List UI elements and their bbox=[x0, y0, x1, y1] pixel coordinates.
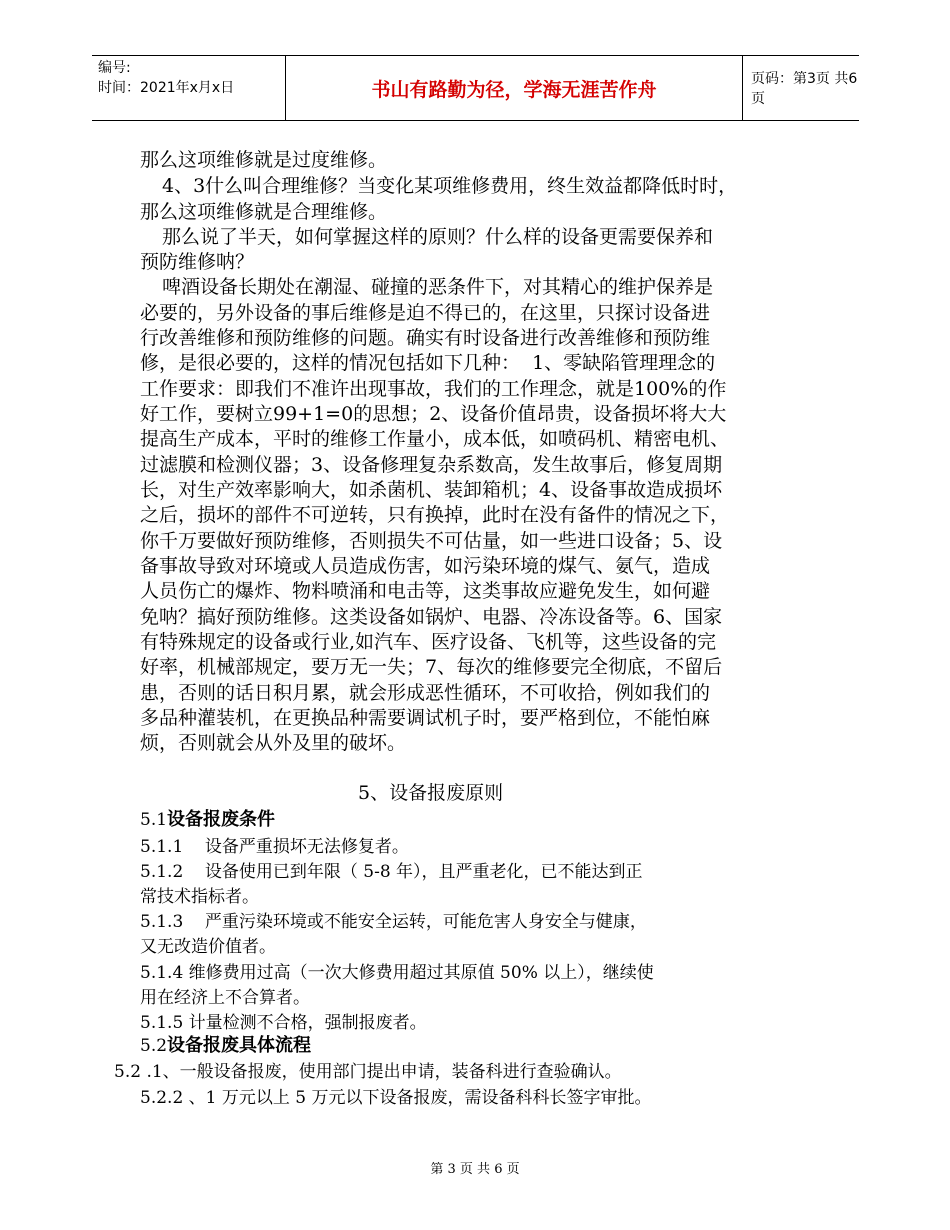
list-item: 5.1.1 设备严重损坏无法修复者。 bbox=[140, 837, 409, 857]
page-header bbox=[92, 55, 859, 121]
subsection-number: 5.2 bbox=[140, 1036, 168, 1056]
paragraph-line: 4、3什么叫合理维修？当变化某项维修费用，终生效益都降低时时， bbox=[162, 175, 738, 197]
subsection-number: 5.1 bbox=[140, 810, 168, 830]
procedure-item: 5.2 .1、一般设备报废，使用部门提出申请，装备科进行查验确认。 bbox=[114, 1062, 622, 1082]
paragraph-line: 过滤膜和检测仪器；3、设备修理复杂系数高，发生故事后，修复周期 bbox=[140, 454, 723, 476]
paragraph-line: 长，对生产效率影响大，如杀菌机、装卸箱机；4、设备事故造成损坏 bbox=[140, 479, 723, 501]
list-item: 又无改造价值者。 bbox=[140, 937, 276, 957]
list-item: 5.1.4 维修费用过高（一次大修费用超过其原值 50% 以上），继续使 bbox=[140, 963, 654, 983]
paragraph-line: 免呐？搞好预防维修。这类设备如锅炉、电器、冷冻设备等。6、国家 bbox=[140, 606, 723, 628]
paragraph-line: 那么这项维修就是合理维修。 bbox=[140, 201, 388, 223]
subsection-title: 设备报废条件 bbox=[167, 809, 276, 830]
list-item: 5.1.5 计量检测不合格，强制报废者。 bbox=[140, 1013, 427, 1033]
paragraph-line: 烦，否则就会从外及里的破坏。 bbox=[140, 732, 407, 754]
paragraph-line: 备事故导致对环境或人员造成伤害，如污染环境的煤气、氨气，造成 bbox=[140, 555, 711, 577]
paragraph-line: 修，是很必要的，这样的情况包括如下几种： 1、零缺陷管理理念的 bbox=[140, 352, 716, 374]
paragraph-line: 行改善维修和预防维修的问题。确实有时设备进行改善维修和预防维 bbox=[140, 327, 711, 349]
list-item: 用在经济上不合算者。 bbox=[140, 988, 310, 1008]
list-item: 常技术指标者。 bbox=[140, 887, 259, 907]
paragraph-line: 提高生产成本，平时的维修工作量小，成本低，如喷码机、精密电机、 bbox=[140, 428, 730, 450]
paragraph-line: 必要的，另外设备的事后维修是迫不得已的，在这里，只探讨设备进 bbox=[140, 302, 711, 324]
paragraph-line: 工作要求：即我们不准许出现事故，我们的工作理念，就是100%的作 bbox=[140, 378, 727, 400]
paragraph-line: 那么说了半天，如何掌握这样的原则？什么样的设备更需要保养和 bbox=[162, 226, 714, 248]
paragraph-line: 那么这项维修就是过度维修。 bbox=[140, 149, 388, 171]
list-item: 5.1.2 设备使用已到年限（ 5-8 年），且严重老化，已不能达到正 bbox=[140, 862, 643, 882]
paragraph-line: 好率，机械部规定，要万无一失；7、每次的维修要完全彻底，不留后 bbox=[140, 656, 723, 678]
paragraph-line: 预防维修呐？ bbox=[140, 251, 255, 273]
header-meta bbox=[92, 56, 285, 120]
paragraph-line: 你千万要做好预防维修，否则损失不可估量，如一些进口设备；5、设 bbox=[140, 530, 723, 552]
procedure-item: 5.2.2 、1 万元以上 5 万元以下设备报废，需设备科科长签字审批。 bbox=[140, 1088, 652, 1108]
subsection-heading bbox=[140, 1031, 311, 1057]
paragraph-line: 好工作，要树立99+1=0的思想；2、设备价值昂贵，设备损坏将大大 bbox=[140, 403, 727, 425]
header-page-label: 页码：第3页 共6页 bbox=[751, 71, 858, 107]
subsection-heading bbox=[140, 805, 275, 831]
paragraph-line: 人员伤亡的爆炸、物料喷涌和电击等，这类事故应避免发生，如何避 bbox=[140, 580, 711, 602]
paragraph-line: 多品种灌装机，在更换品种需要调试机子时，要严格到位，不能怕麻 bbox=[140, 707, 711, 729]
paragraph-line: 有特殊规定的设备或行业,如汽车、医疗设备、飞机等，这些设备的完 bbox=[140, 631, 717, 653]
number-label: 编号: bbox=[98, 60, 131, 76]
subsection-title: 设备报废具体流程 bbox=[167, 1035, 312, 1056]
paragraph-line: 患，否则的话日积月累，就会形成恶性循环，不可收拾，例如我们的 bbox=[140, 682, 711, 704]
paragraph-line: 之后，损坏的部件不可逆转，只有换掉，此时在没有备件的情况之下， bbox=[140, 504, 730, 526]
date-label: 时间：2021年x月x日 bbox=[98, 80, 235, 96]
list-item: 5.1.3 严重污染环境或不能安全运转，可能危害人身安全与健康， bbox=[140, 912, 647, 932]
paragraph-line: 啤酒设备长期处在潮湿、碰撞的恶条件下，对其精心的维护保养是 bbox=[162, 276, 714, 298]
header-motto: 书山有路勤为径，学海无涯苦作舟 bbox=[285, 56, 743, 120]
section-title: 5、设备报废原则 bbox=[358, 782, 504, 804]
page-footer: 第 3 页 共 6 页 bbox=[430, 1162, 520, 1177]
